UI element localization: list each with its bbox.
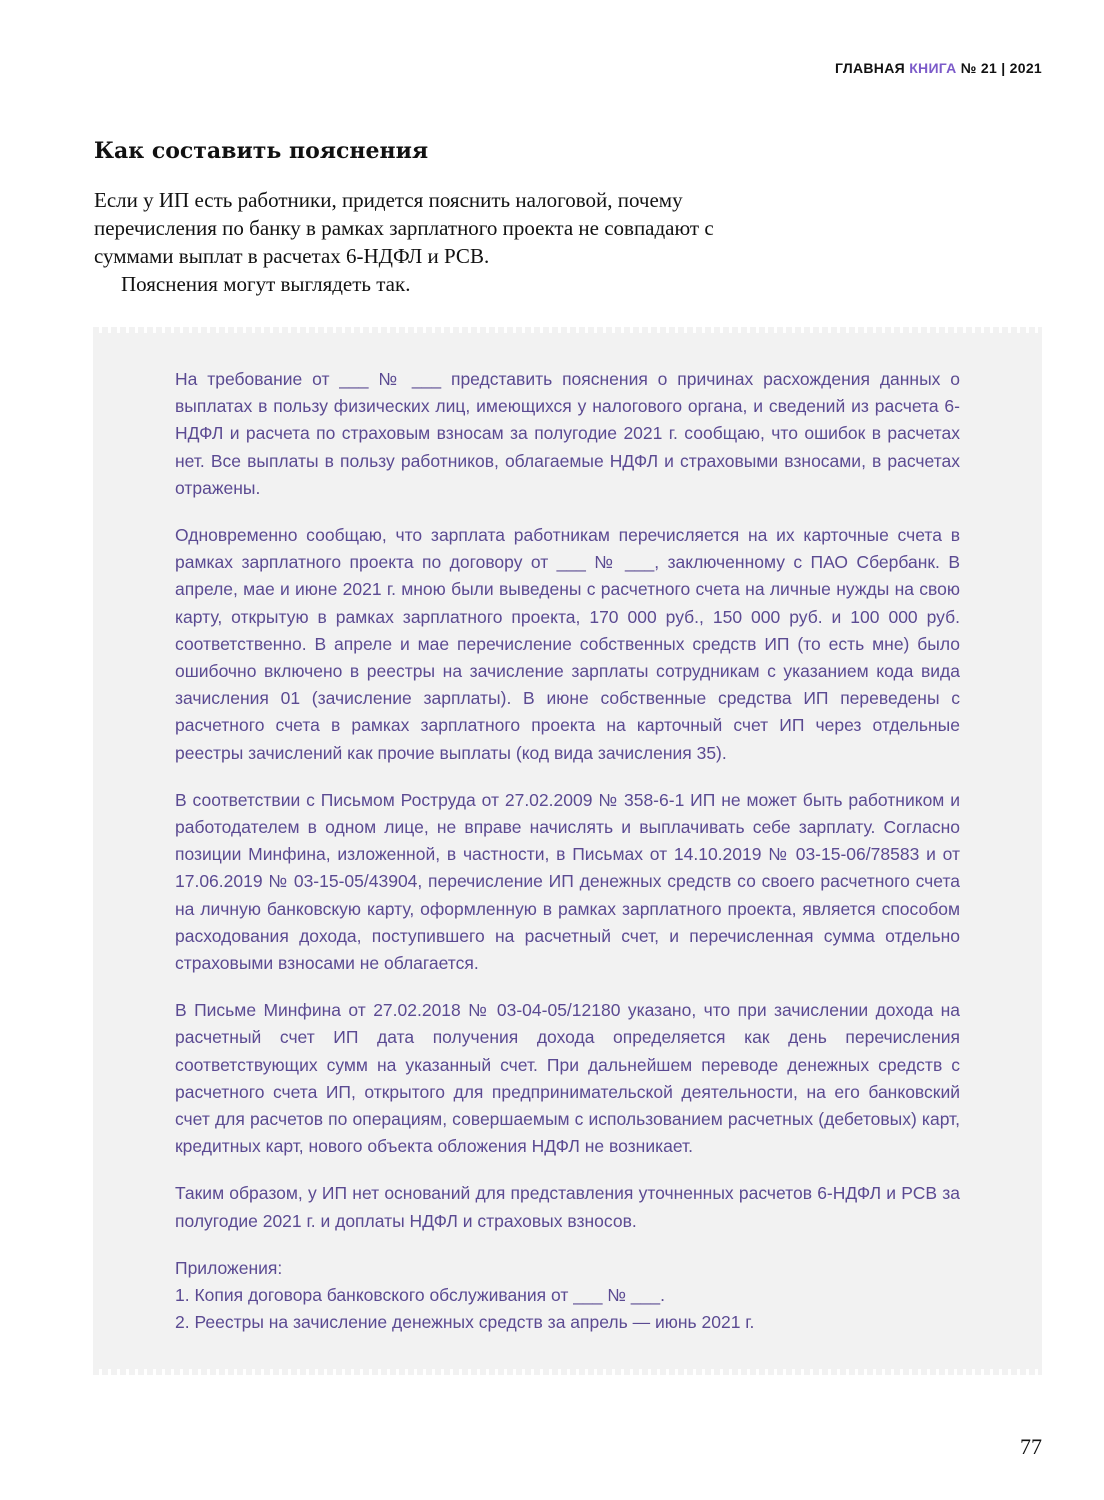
attachment-item: 1. Копия договора банковского обслуживания от ___ № ___. [175,1285,665,1306]
letter-paragraph: На требование от ___ № ___ представить пояснения о причинах расхождения данных о выплатах в пользу физических лиц, имеющихся у налогового органа, и сведений из расчета 6-НДФЛ и расчета по страховым взносам за полугодие 2021 г. сообщаю, что ошибок в расчетах нет. Все выплаты в пользу работников, облагаемые НДФЛ и страховыми взносами, в расчетах отражены. [175,369,960,498]
letter-paragraph: Таким образом, у ИП нет оснований для представления уточненных расчетов 6-НДФЛ и РСВ за полугодие 2021 г. и доплаты НДФЛ и страховых взносов. [175,1183,960,1231]
section-title: Как составить пояснения [94,138,429,164]
page-number: 77 [1020,1434,1042,1459]
running-header [835,60,1042,76]
letter-paragraph: В соответствии с Письмом Роструда от 27.02.2009 № 358-6-1 ИП не может быть работником и работодателем в одном лице, не вправе начислять и выплачивать себе зарплату. Согласно позиции Минфина, изложенной, в частности, в Письмах от 14.10.2019 № 03-15-06/78583 и от 17.06.2019 № 03-15-05/43904, перечисление ИП денежных средств со своего расчетного счета на личную банковскую карту, оформленную в рамках зарплатного проекта, является способом расходования дохода, поступившего на расчетный счет, и перечисленная сумма отдельно страховыми взносами не облагается. [175,789,960,974]
brand-accent: КНИГА [909,60,957,76]
explanation-letter-sample [93,330,1042,1372]
letter-paragraph: В Письме Минфина от 27.02.2018 № 03-04-05/12180 указано, что при зачислении дохода на расчетный счет ИП дата получения дохода определяется как день перечисления соответствующих сумм на указанный счет. При дальнейшем переводе денежных средств с расчетного счета ИП, открытого для предпринимательской деятельности, на его банковский счет для расчетов по операциям, совершаемым с использованием расчетных (дебетовых) карт, кредитных карт, нового объекта обложения НДФЛ не возникает. [175,1000,960,1157]
attachments-list [175,1255,960,1337]
intro-paragraph: Пояснения могут выглядеть так. [121,272,411,296]
attachments-title: Приложения: [175,1257,283,1278]
intro-paragraph: Если у ИП есть работники, придется пояснить налоговой, почему перечисления по банку в рамках зарплатного проекта не совпадают с суммами выплат в расчетах 6-НДФЛ и РСВ. [94,188,714,268]
intro-text [94,186,784,298]
issue-info: № 21 | 2021 [960,60,1042,76]
letter-paragraph: Одновременно сообщаю, что зарплата работникам перечисляется на их карточные счета в рамках зарплатного проекта по договору от ___ № ___, заключенному с ПАО Сбербанк. В апреле, мае и июне 2021 г. мною были выведены с расчетного счета на личные нужды на свою карту, открытую в рамках зарплатного проекта, 170 000 руб., 150 000 руб. и 100 000 руб. соответственно. В апреле и мае перечисление собственных средств ИП (то есть мне) было ошибочно включено в реестры на зачисление зарплаты сотрудникам с указанием кода вида зачисления 01 (зачисление зарплаты). В июне собственные средства ИП переведены с расчетного счета в рамках зарплатного проекта на карточный счет ИП через отдельные реестры зачислений как прочие выплаты (код вида зачисления 35). [175,525,960,763]
brand-main: ГЛАВНАЯ [834,60,905,76]
attachment-item: 2. Реестры на зачисление денежных средств за апрель — июнь 2021 г. [175,1312,755,1333]
